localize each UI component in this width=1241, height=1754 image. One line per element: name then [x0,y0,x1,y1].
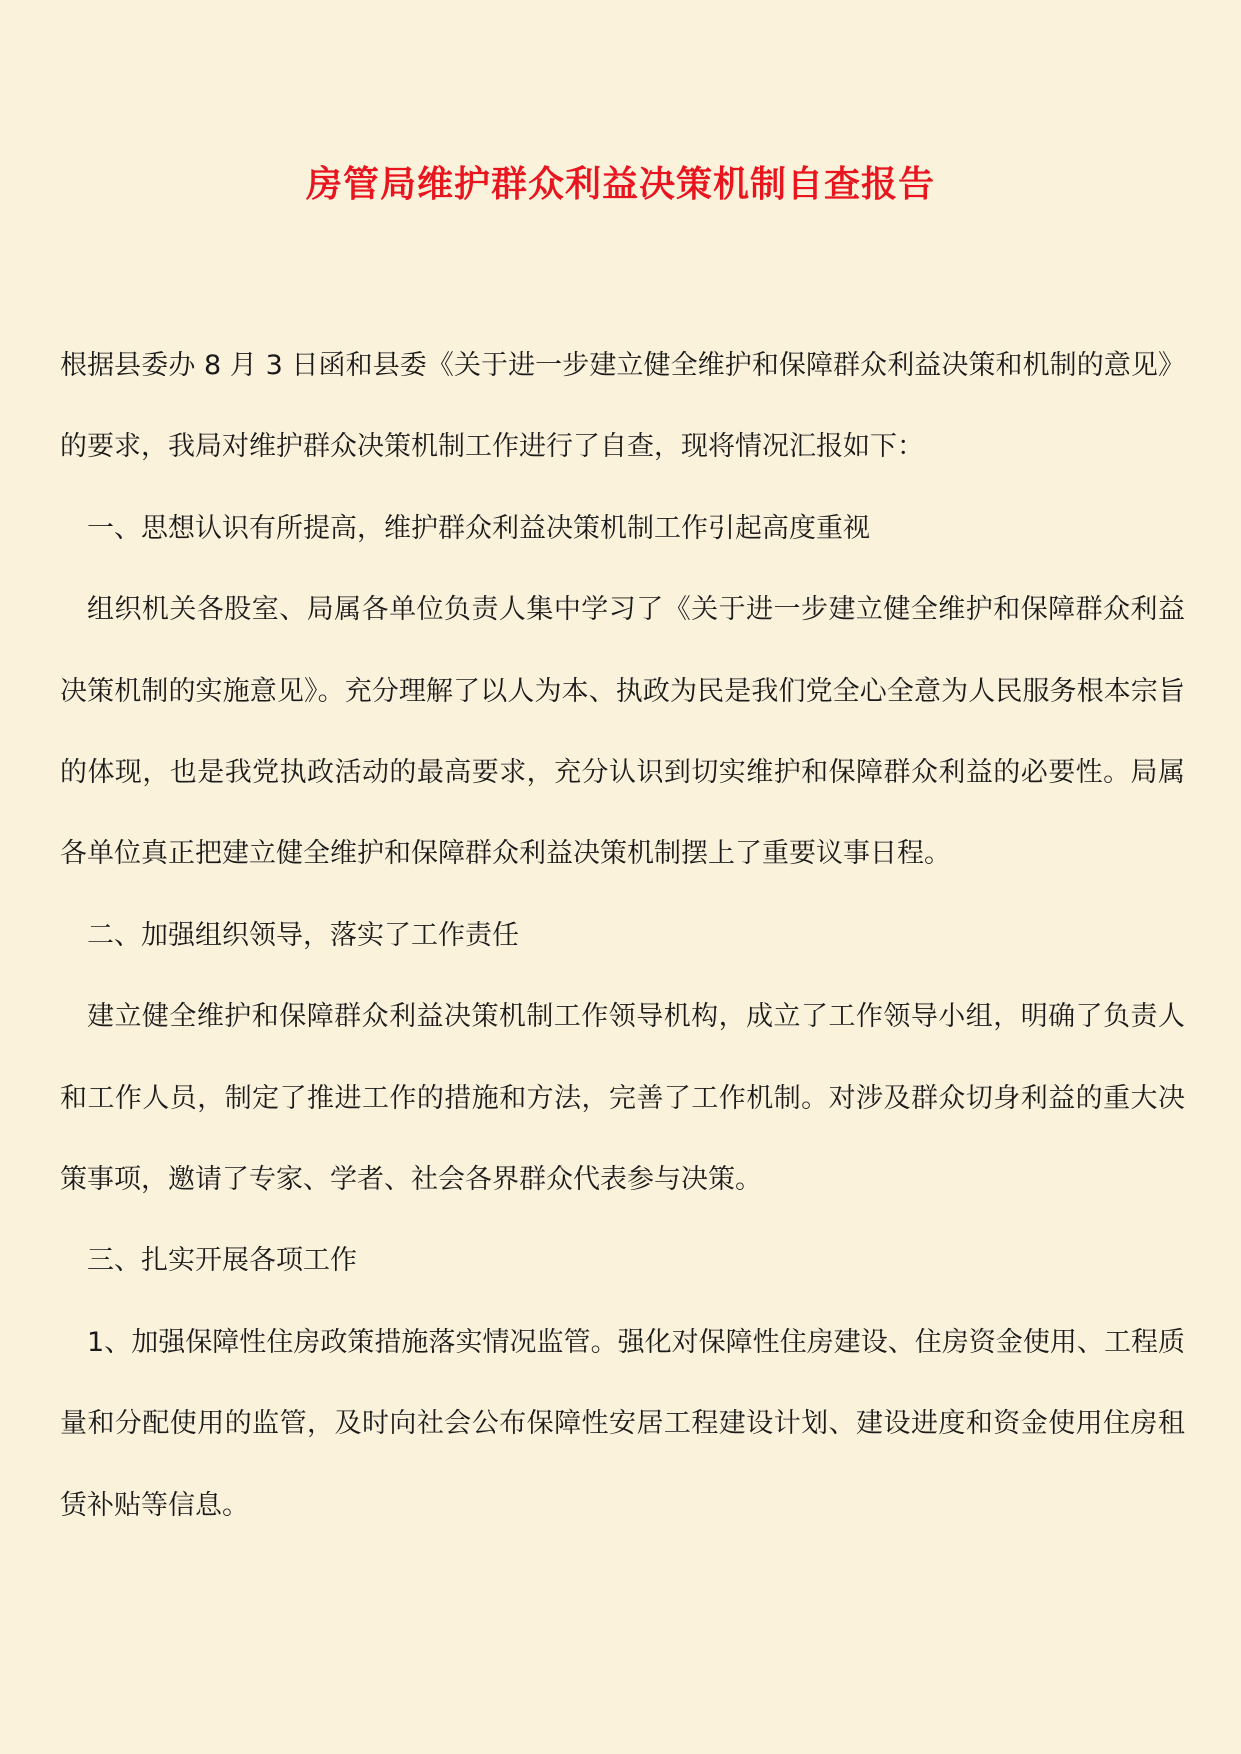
section-heading-2: 二、加强组织领导，落实了工作责任 [87,919,519,951]
section-1-paragraph: 组织机关各股室、局属各单位负责人集中学习了《关于进一步建立健全维护和保障群众利益决策机制的实施意见》。充分理解了以人为本、执政为民是我们党全心全意为人民服务根本宗旨的体现，也是我党执政活动的最高要求，充分认识到切实维护和保障群众利益的必要性。局属各单位真正把建立健全维护和保障群众利益决策机制摆上了重要议事日程。 [60,594,1185,870]
section-heading-1: 一、思想认识有所提高，维护群众利益决策机制工作引起高度重视 [87,512,870,544]
document-title: 房管局维护群众利益决策机制自查报告 [305,163,935,205]
intro-paragraph: 根据县委办 8 月 3 日函和县委《关于进一步建立健全维护和保障群众利益决策和机制的意见》的要求，我局对维护群众决策机制工作进行了自查，现将情况汇报如下： [60,350,1185,463]
section-heading-3: 三、扎实开展各项工作 [87,1245,357,1277]
section-2-paragraph: 建立健全维护和保障群众利益决策机制工作领导机构，成立了工作领导小组，明确了负责人和工作人员，制定了推进工作的措施和方法，完善了工作机制。对涉及群众切身利益的重大决策事项，邀请了专家、学者、社会各界群众代表参与决策。 [60,1001,1185,1196]
document-body [60,325,1185,1546]
section-3-item-1: 1、加强保障性住房政策措施落实情况监管。强化对保障性住房建设、住房资金使用、工程质量和分配使用的监管，及时向社会公布保障性安居工程建设计划、建设进度和资金使用住房租赁补贴等信息。 [60,1326,1185,1521]
